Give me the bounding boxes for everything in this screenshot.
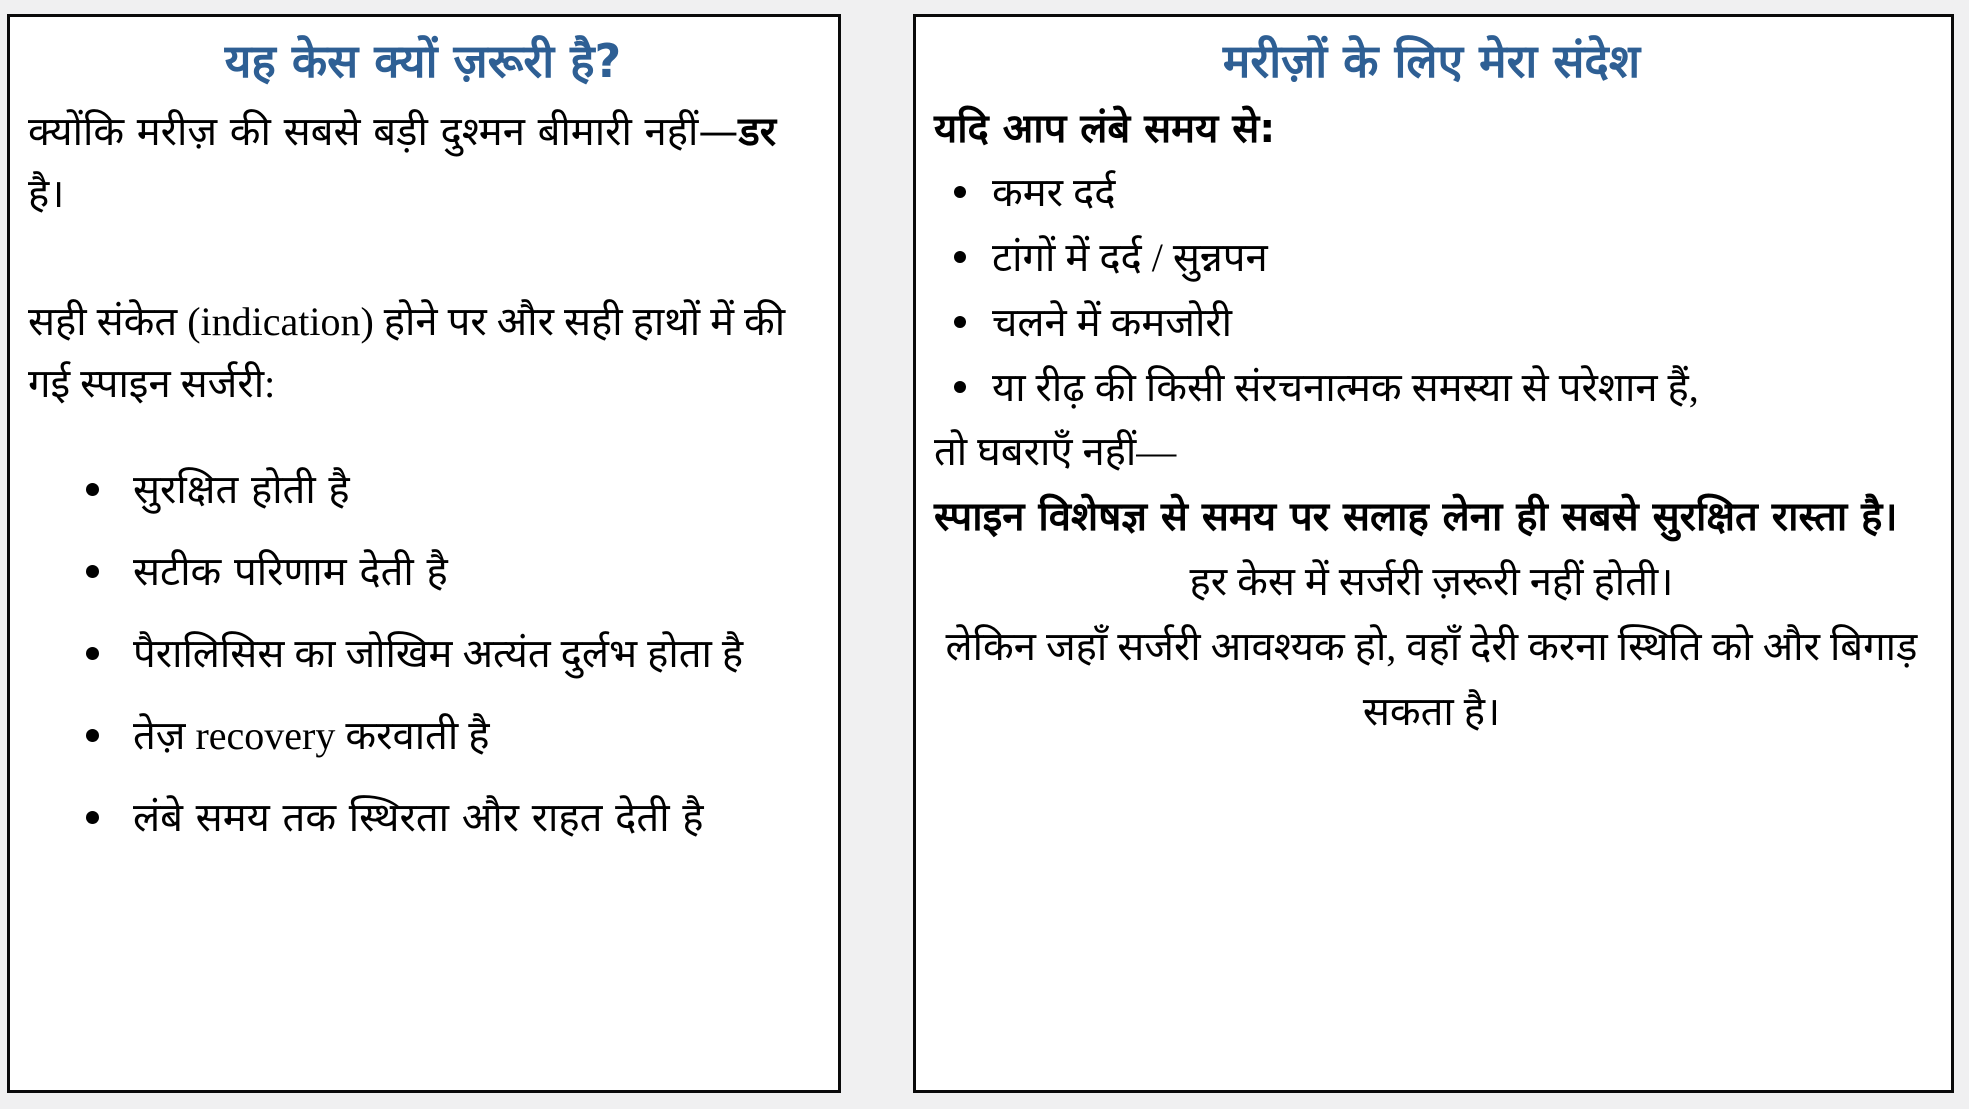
left-paragraph-1-tail: है। — [28, 170, 65, 217]
left-card-paragraph-2: सही संकेत (indication) होने पर और सही हाथों में की गई स्पाइन सर्जरी: — [28, 298, 786, 406]
right-card-after-bullets: तो घबराएँ नहीं— — [934, 429, 1177, 475]
left-card-bullet-list — [28, 449, 818, 859]
right-bullet-item: टांगों में दर्द / सुन्नपन — [926, 226, 1937, 291]
right-bullet-item: कमर दर्द — [926, 161, 1937, 226]
right-card-centered-line-2: लेकिन जहाँ सर्जरी आवश्यक हो, वहाँ देरी करना स्थिति को और बिगाड़ सकता है। — [945, 623, 1918, 734]
left-paragraph-1-text: क्योंकि मरीज़ की सबसे बड़ी दुश्मन बीमारी नहीं— — [28, 108, 739, 155]
left-bullet-item: सुरक्षित होती है — [28, 449, 818, 531]
left-bullet-item: तेज़ recovery करवाती है — [28, 695, 818, 777]
left-card — [7, 14, 841, 1093]
left-bullet-item: सटीक परिणाम देती है — [28, 531, 818, 613]
left-bullet-item: लंबे समय तक स्थिरता और राहत देती है — [28, 777, 818, 859]
right-bullet-item: या रीढ़ की किसी संरचनात्मक समस्या से परेशान हैं, — [926, 356, 1937, 421]
left-paragraph-1-bold-word: डर — [738, 108, 777, 155]
right-card-intro: यदि आप लंबे समय से: — [934, 105, 1276, 152]
left-card-paragraph-1 — [28, 101, 818, 225]
left-card-title: यह केस क्यों ज़रूरी है? — [224, 34, 622, 88]
right-card-centered-line-1: हर केस में सर्जरी ज़रूरी नहीं होती। — [1189, 559, 1674, 605]
left-bullet-item: पैरालिसिस का जोखिम अत्यंत दुर्लभ होता है — [28, 613, 818, 695]
right-card-bullet-list — [926, 161, 1937, 420]
right-card-title: मरीज़ों के लिए मेरा संदेश — [1222, 34, 1641, 88]
right-card — [913, 14, 1954, 1093]
right-card-bold-statement: स्पाइन विशेषज्ञ से समय पर सलाह लेना ही सबसे सुरक्षित रास्ता है। — [934, 494, 1898, 541]
right-bullet-item: चलने में कमजोरी — [926, 291, 1937, 356]
